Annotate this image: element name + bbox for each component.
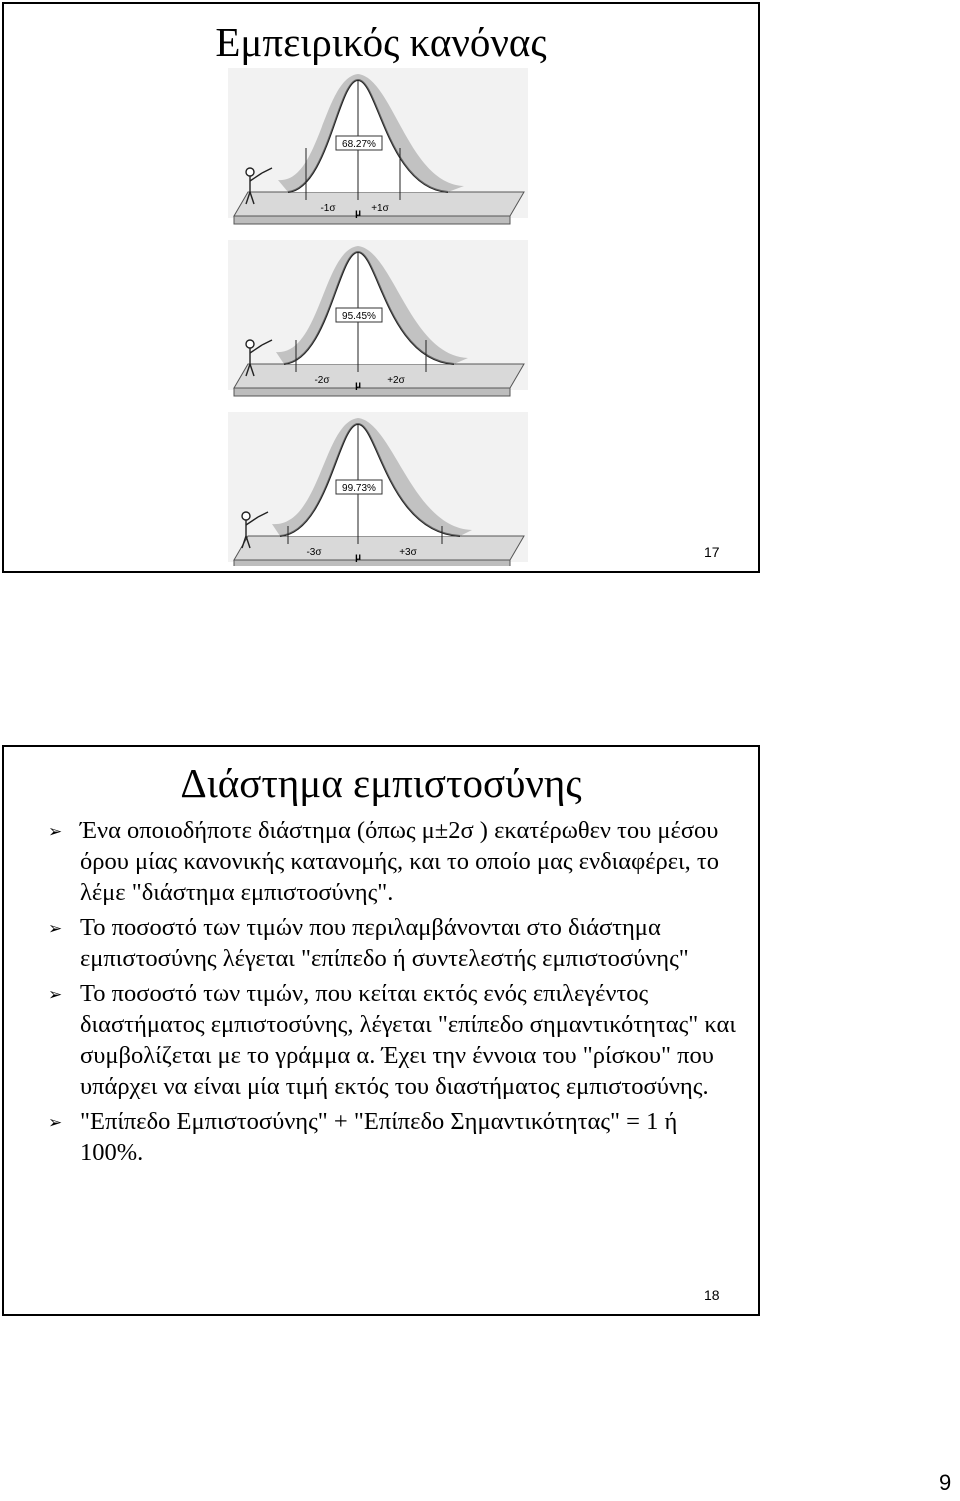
slide-number: 18	[704, 1287, 720, 1303]
mean-label: μ	[354, 208, 362, 219]
page-number: 9	[939, 1470, 952, 1495]
arrowhead-bullet-icon: ➢	[48, 985, 63, 1005]
minus-sigma-label: -1σ	[320, 203, 336, 214]
mean-label: μ	[354, 380, 362, 391]
panel-2sigma	[228, 240, 528, 396]
bullet-text: Ένα οποιοδήποτε διάστημα (όπως μ±2σ ) εκατέρωθεν του μέσου όρου μίας κανονικής κατανομής, και το οποίο μας ενδιαφέρει, το λέμε "διάστημα εμπιστοσύνης".	[80, 817, 719, 906]
bullet-item	[46, 815, 746, 908]
slide-number: 17	[704, 544, 720, 560]
percent-label: 99.73%	[342, 483, 376, 494]
mean-label: μ	[354, 552, 362, 563]
slide-18	[2, 745, 760, 1316]
bullet-text: "Επίπεδο Εμπιστοσύνης" + "Επίπεδο Σημαντικότητας" = 1 ή 100%.	[80, 1108, 678, 1166]
plus-sigma-label: +3σ	[399, 547, 417, 558]
plus-sigma-label: +1σ	[371, 203, 389, 214]
arrowhead-bullet-icon: ➢	[48, 919, 63, 939]
bullet-item	[46, 912, 746, 974]
panel-1sigma	[228, 68, 528, 224]
normal-distribution-figure	[228, 68, 528, 566]
slide-title: Διάστημα εμπιστοσύνης	[180, 760, 582, 806]
percent-label: 95.45%	[342, 311, 376, 322]
slide-title: Εμπειρικός κανόνας	[215, 19, 547, 65]
bullet-item	[46, 1106, 746, 1168]
minus-sigma-label: -2σ	[314, 375, 330, 386]
bullet-text: Το ποσοστό των τιμών που περιλαμβάνονται στο διάστημα εμπιστοσύνης λέγεται "επίπεδο ή συντελεστής εμπιστοσύνης"	[80, 914, 689, 972]
percent-label: 68.27%	[342, 139, 376, 150]
panel-3sigma	[228, 412, 528, 566]
bullet-list	[46, 815, 746, 1172]
arrowhead-bullet-icon: ➢	[48, 822, 63, 842]
minus-sigma-label: -3σ	[306, 547, 322, 558]
bullet-item	[46, 978, 746, 1102]
plus-sigma-label: +2σ	[387, 375, 405, 386]
bullet-text: Το ποσοστό των τιμών, που κείται εκτός ενός επιλεγέντος διαστήματος εμπιστοσύνης, λέγεται "επίπεδο σημαντικότητας" και συμβολίζεται με το γράμμα α. Έχει την έννοια του "ρίσκου" που υπάρχει να είναι μία τιμή εκτός του διαστήματος εμπιστοσύνης.	[80, 980, 736, 1100]
slide-17	[2, 2, 760, 573]
arrowhead-bullet-icon: ➢	[48, 1113, 63, 1133]
